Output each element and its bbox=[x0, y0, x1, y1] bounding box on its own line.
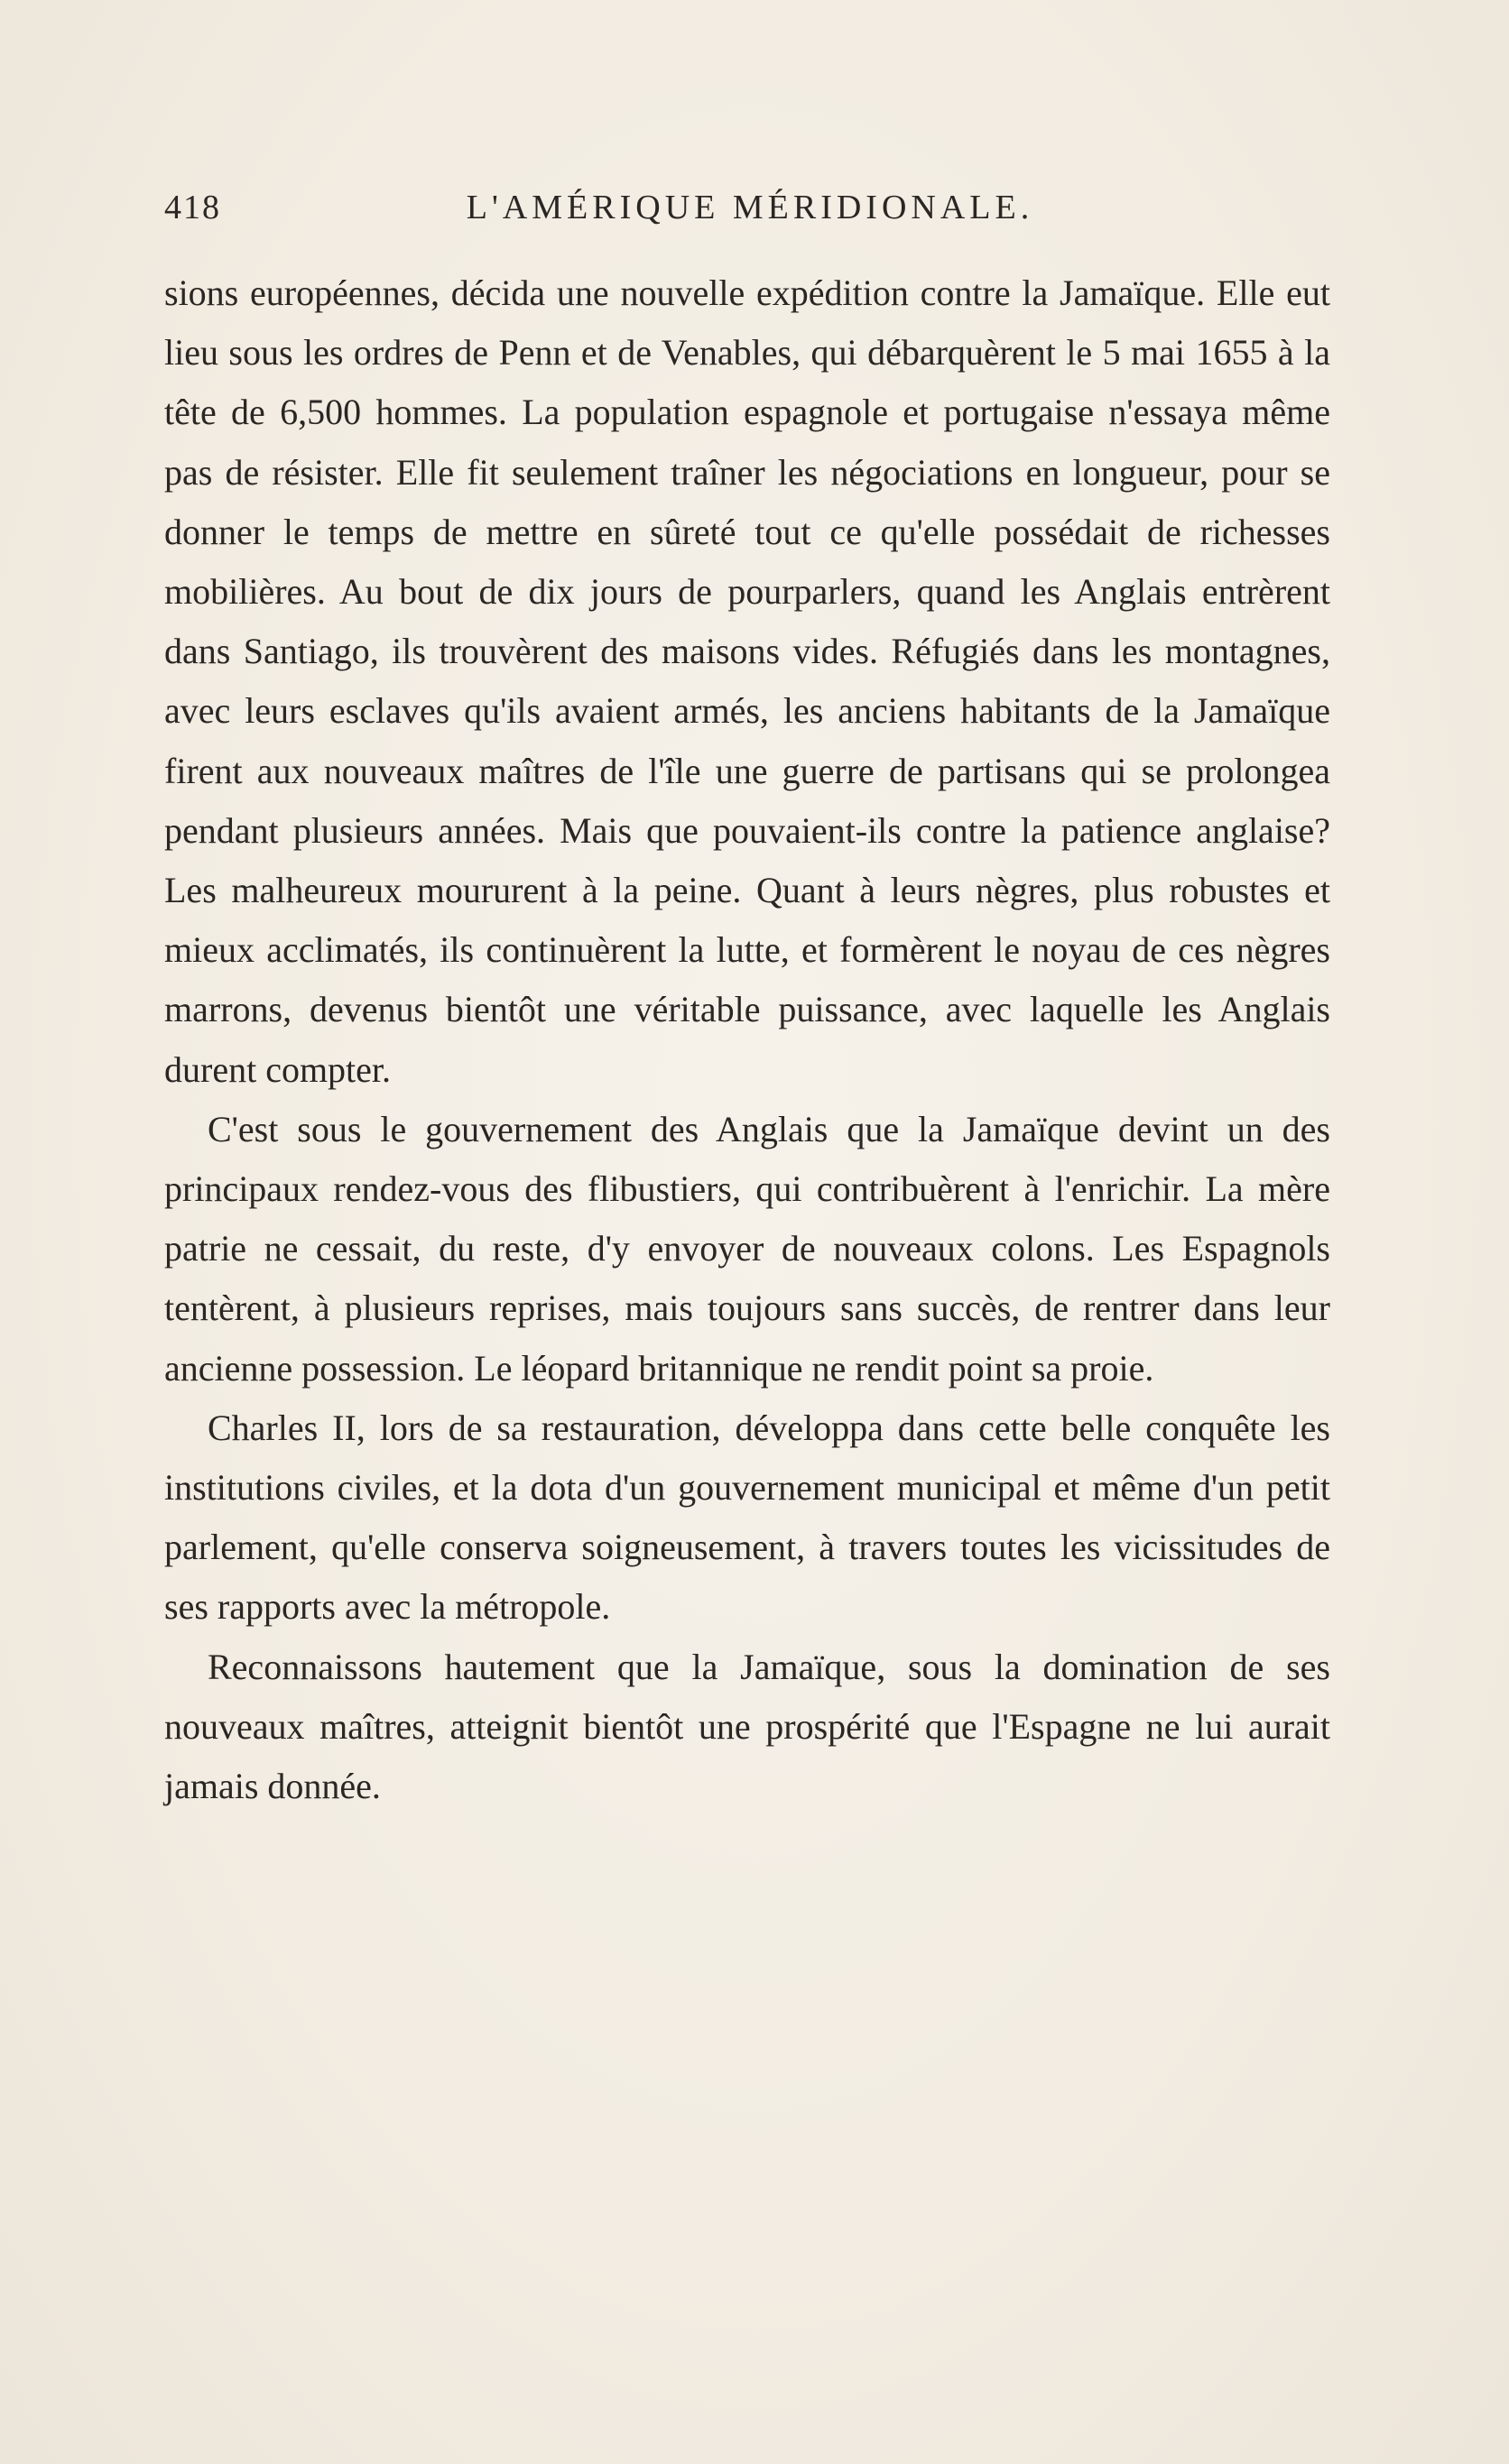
paragraph-2: C'est sous le gouvernement des Anglais que la Jamaïque devint un des principaux rendez-vous des flibustiers, qui contribuèrent à l'enrichir. La mère patrie ne cessait, du reste, d'y envoyer de nouveaux colons. Les Espagnols tentèrent, à plusieurs reprises, mais toujours sans succès, de rentrer dans leur ancienne possession. Le léopard britannique ne rendit point sa proie. bbox=[164, 1108, 1330, 1389]
paragraph-1: sions européennes, décida une nouvelle expédition contre la Jamaïque. Elle eut lieu sous les ordres de Penn et de Venables, qui débarquèrent le 5 mai 1655 à la tête de 6,500 hommes. La population espagnole et portugaise n'essaya même pas de résister. Elle fit seulement traîner les négociations en longueur, pour se donner le temps de mettre en sûreté tout ce qu'elle possédait de richesses mobilières. Au bout de dix jours de pourparlers, quand les Anglais entrèrent dans Santiago, ils trouvèrent des maisons vides. Réfugiés dans les montagnes, avec leurs esclaves qu'ils avaient armés, les anciens habitants de la Jamaïque firent aux nouveaux maîtres de l'île une guerre de partisans qui se prolongea pendant plusieurs années. Mais que pouvaient-ils contre la patience anglaise? Les malheureux moururent à la peine. Quant à leurs nègres, plus robustes et mieux acclimatés, ils continuèrent la lutte, et formèrent le noyau de ces nègres marrons, devenus bientôt une véritable puissance, avec laquelle les Anglais durent compter. bbox=[164, 272, 1330, 1090]
running-title: L'AMÉRIQUE MÉRIDIONALE. bbox=[466, 189, 1034, 226]
paragraph-4: Reconnaissons hautement que la Jamaïque, sous la domination de ses nouveaux maîtres, atteignit bientôt une prospérité que l'Espagne ne lui aurait jamais donnée. bbox=[164, 1646, 1330, 1807]
page-number: 418 bbox=[164, 189, 221, 226]
body-text bbox=[164, 263, 1330, 1816]
running-head bbox=[164, 188, 1336, 233]
paragraph-3: Charles II, lors de sa restauration, développa dans cette belle conquête les institutions civiles, et la dota d'un gouvernement municipal et même d'un petit parlement, qu'elle conserva soigneusement, à travers toutes les vicissitudes de ses rapports avec la métropole. bbox=[164, 1407, 1330, 1628]
